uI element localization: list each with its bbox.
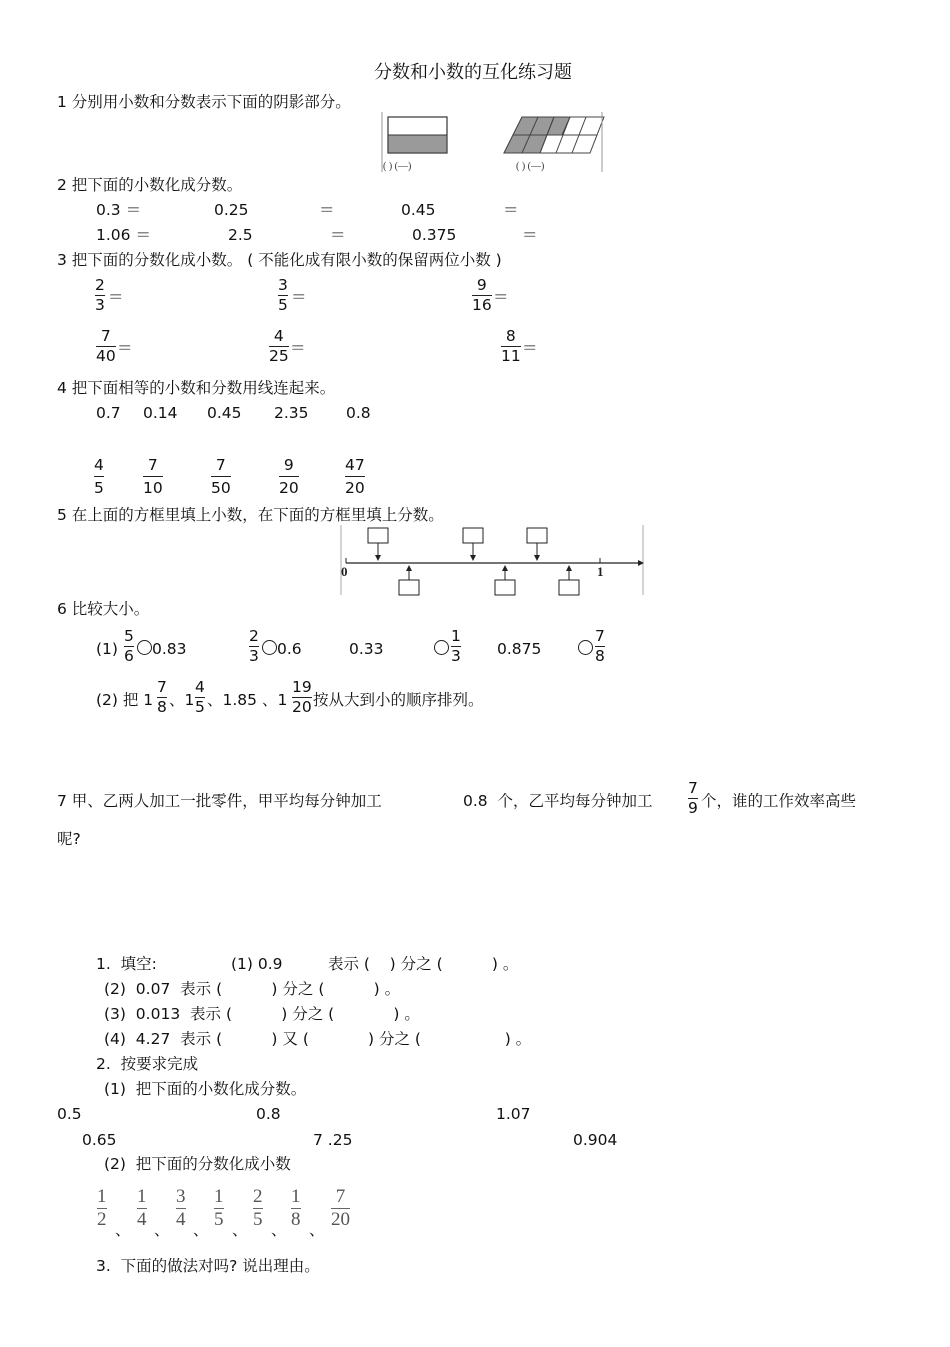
q4-fraction: $\frac{7}{50}$ — [211, 456, 231, 497]
s2-fraction: 2 5 — [253, 1186, 263, 1230]
q3-equals: ＝ — [290, 339, 306, 357]
compare-circle[interactable] — [262, 640, 277, 655]
compare-circle[interactable] — [578, 640, 593, 655]
s2-sub2: (2) 把下面的分数化成小数 — [104, 1155, 291, 1173]
q6-fraction: $\frac{1}{3}$ — [451, 627, 461, 665]
s2-fraction: 1 2 — [97, 1186, 107, 1230]
s2-fraction: 1 5 — [214, 1186, 224, 1230]
s2-decimal: 0.8 — [256, 1105, 281, 1123]
s2-sep: 、 — [232, 1221, 248, 1239]
q6-p2-label: (2) 把 1 — [96, 691, 154, 709]
q4-fraction: $\frac{47}{20}$ — [345, 456, 365, 497]
q6-compare: 0.6 — [262, 639, 302, 659]
s2-sep: 、 — [115, 1221, 131, 1239]
q6-p2-fraction: $\frac{7}{8}$ — [157, 678, 167, 716]
q6-p2-mid: 、1.85 、1 — [207, 691, 288, 709]
q1-figure-para — [500, 112, 605, 172]
q6-p2-fraction: $\frac{4}{5}$ — [195, 678, 205, 716]
q6-p2-end: 按从大到小的顺序排列。 — [313, 691, 484, 709]
q2-item: 0.45 — [401, 201, 436, 219]
s3-heading: 3. 下面的做法对吗? 说出理由。 — [96, 1257, 320, 1275]
q2-item: 1.06 ＝ — [96, 226, 151, 244]
q3-fraction: $\frac{7}{40}$ — [96, 327, 116, 365]
s1-line1a: (1) 0.9 — [231, 955, 283, 973]
s2-sep: 、 — [271, 1221, 287, 1239]
s2-fraction: 1 4 — [137, 1186, 147, 1230]
q6-compare — [434, 639, 449, 659]
q2-item: 0.25 — [214, 201, 249, 219]
s2-decimal: 0.65 — [82, 1131, 117, 1149]
q6-text: 6 比较大小。 — [57, 600, 150, 618]
s1-line1b: 表示 ( ) 分之 ( ) 。 — [328, 955, 519, 973]
q2-item: 0.3 ＝ — [96, 201, 142, 219]
s2-fraction: 3 4 — [176, 1186, 186, 1230]
s2-decimal: 7 .25 — [313, 1131, 353, 1149]
number-line-svg — [338, 523, 648, 598]
q4-decimal: 0.8 — [346, 404, 371, 422]
q6-value: 0.33 — [349, 640, 384, 658]
number-line-one: 1 — [597, 564, 604, 579]
q6-fraction: $\frac{7}{8}$ — [595, 627, 605, 665]
q4-decimal: 0.7 — [96, 404, 121, 422]
q3-fraction: $\frac{3}{5}$ — [278, 276, 288, 314]
s2-decimal: 0.904 — [573, 1131, 618, 1149]
s1-heading: 1. 填空: — [96, 955, 157, 973]
q4-fraction: $\frac{7}{10}$ — [143, 456, 163, 497]
s2-decimal: 1.07 — [496, 1105, 531, 1123]
q1-figure-rect — [380, 112, 455, 172]
q7-fraction: $\frac{7}{9}$ — [688, 779, 698, 817]
q6-value: 0.875 — [497, 640, 542, 658]
s2-heading: 2. 按要求完成 — [96, 1055, 199, 1073]
q3-fraction: $\frac{2}{3}$ — [95, 276, 105, 314]
q3-equals: ＝ — [291, 288, 307, 306]
q2-item: 2.5 — [228, 226, 253, 244]
q6-p2-sep: 、1 — [169, 691, 195, 709]
q3-equals: ＝ — [522, 339, 538, 357]
q6-compare — [578, 639, 593, 659]
q2-item: ＝ — [319, 201, 335, 219]
q6-fraction: $\frac{5}{6}$ — [124, 627, 134, 665]
q4-decimal: 2.35 — [274, 404, 309, 422]
s1-line3: (3) 0.013 表示 ( ) 分之 ( ) 。 — [104, 1005, 420, 1023]
s2-sub1: (1) 把下面的小数化成分数。 — [104, 1080, 307, 1098]
q3-fraction: $\frac{8}{11}$ — [501, 327, 521, 365]
q4-fraction: $\frac{4}{5}$ — [94, 456, 104, 497]
q1-caption1: ( ) (—) — [383, 161, 412, 172]
q4-fraction: $\frac{9}{20}$ — [279, 456, 299, 497]
q3-equals: ＝ — [117, 339, 133, 357]
q6-compare: 0.83 — [137, 639, 187, 659]
s1-line2: (2) 0.07 表示 ( ) 分之 ( ) 。 — [104, 980, 401, 998]
q3-fraction: $\frac{4}{25}$ — [269, 327, 289, 365]
q7-text-c: 呢? — [57, 830, 81, 848]
q3-fraction: $\frac{9}{16}$ — [472, 276, 492, 314]
q3-equals: ＝ — [108, 288, 124, 306]
q7-text-b: 个，谁的工作效率高些 — [701, 792, 857, 810]
number-line — [338, 523, 648, 598]
q4-decimal: 0.45 — [207, 404, 242, 422]
q5-text: 5 在上面的方框里填上小数，在下面的方框里填上分数。 — [57, 506, 444, 524]
q4-text: 4 把下面相等的小数和分数用线连起来。 — [57, 379, 336, 397]
q2-item: ＝ — [503, 201, 519, 219]
compare-circle[interactable] — [137, 640, 152, 655]
q3-equals: ＝ — [493, 288, 509, 306]
page-title: 分数和小数的互化练习题 — [374, 62, 572, 83]
compare-circle[interactable] — [434, 640, 449, 655]
s1-line4: (4) 4.27 表示 ( ) 又 ( ) 分之 ( ) 。 — [104, 1030, 532, 1048]
shaded-rectangle-figure — [380, 112, 455, 172]
q6-p1-label: (1) — [96, 640, 118, 658]
number-line-zero: 0 — [341, 564, 348, 579]
q4-decimal: 0.14 — [143, 404, 178, 422]
q1-text: 1 分别用小数和分数表示下面的阴影部分。 — [57, 93, 351, 111]
q2-text: 2 把下面的小数化成分数。 — [57, 176, 243, 194]
s2-sep: 、 — [154, 1221, 170, 1239]
q2-item: ＝ — [522, 226, 538, 244]
s2-fraction: 1 8 — [291, 1186, 301, 1230]
q3-text: 3 把下面的分数化成小数。 ( 不能化成有限小数的保留两位小数 ) — [57, 251, 502, 269]
q2-item: ＝ — [330, 226, 346, 244]
q2-item: 0.375 — [412, 226, 457, 244]
s2-sep: 、 — [309, 1221, 325, 1239]
s2-fraction: 7 20 — [331, 1186, 350, 1230]
s2-sep: 、 — [193, 1221, 209, 1239]
q1-caption2: ( ) (—) — [516, 161, 545, 172]
q7-val: 0.8 个，乙平均每分钟加工 — [463, 792, 653, 810]
s2-decimal: 0.5 — [57, 1105, 82, 1123]
q7-text-a: 7 甲、乙两人加工一批零件，甲平均每分钟加工 — [57, 792, 382, 810]
q6-fraction: $\frac{2}{3}$ — [249, 627, 259, 665]
shaded-parallelogram-figure — [500, 112, 605, 172]
q6-p2-fraction: $\frac{19}{20}$ — [292, 678, 312, 716]
